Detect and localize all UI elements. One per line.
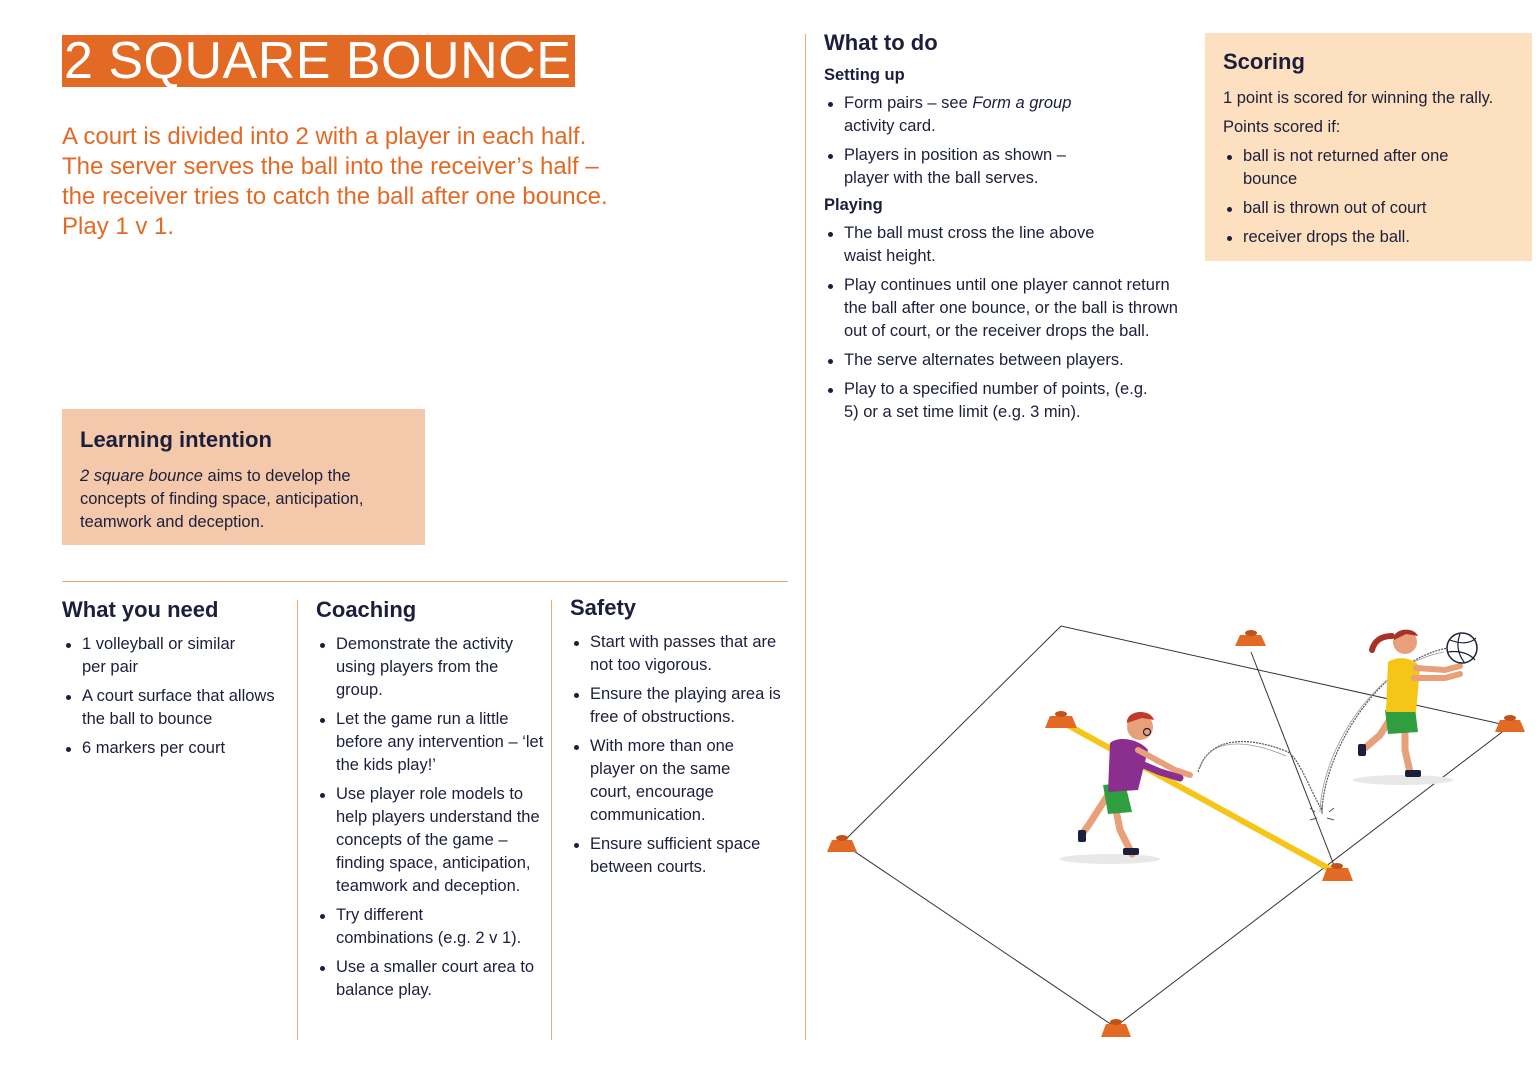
list-item: Play continues until one player cannot return the ball after one bounce, or the ball is thrown out of court, or the receiver drops the ball. [824, 274, 1184, 343]
list-item: The ball must cross the line above waist height. [824, 222, 1184, 268]
list-item: The serve alternates between players. [824, 349, 1184, 372]
list-item: Start with passes that are not too vigorous. [570, 631, 792, 677]
setting-up-list [824, 92, 1184, 190]
list-item: 6 markers per court [62, 737, 287, 760]
playing-heading: Playing [824, 196, 883, 214]
list-item: ball is not returned after one bounce [1223, 145, 1514, 191]
what-you-need-list [62, 633, 287, 760]
scoring-line-2: Points scored if: [1223, 118, 1341, 136]
intro-text: A court is divided into 2 with a player in each half. The server serves the ball into the receiver’s half – the receiver tries to catch the ball after one bounce. Play 1 v 1. [62, 123, 608, 240]
cone-icon [827, 835, 857, 852]
list-item: A court surface that allows the ball to bounce [62, 685, 287, 731]
girl-player-figure [1353, 630, 1477, 785]
list-item: Demonstrate the activity using players from the group. [316, 633, 544, 702]
scoring-list [1223, 145, 1514, 249]
coaching-section [316, 597, 544, 1008]
coaching-list [316, 633, 544, 1002]
list-item: Use a smaller court area to balance play. [316, 956, 544, 1002]
list-item: ball is thrown out of court [1223, 197, 1514, 220]
what-to-do-section [824, 30, 1184, 430]
safety-list [570, 631, 792, 879]
cone-icon [1235, 630, 1266, 646]
learning-intention-box [62, 409, 425, 545]
safety-heading: Safety [570, 595, 637, 620]
list-item: Ensure sufficient space between courts. [570, 833, 792, 879]
playing-list [824, 222, 1184, 424]
divider-column-2 [551, 600, 552, 1040]
safety-section [570, 595, 792, 885]
list-item: receiver drops the ball. [1223, 226, 1514, 249]
setting-up-heading: Setting up [824, 66, 905, 84]
divider-horizontal [62, 581, 788, 582]
list-item: Form pairs – see Form a group activity card. [824, 92, 1184, 138]
list-item: Try different combinations (e.g. 2 v 1). [316, 904, 544, 950]
divider-vertical-main [805, 34, 806, 1040]
learning-intention-heading: Learning intention [80, 427, 272, 452]
learning-intention-text: 2 square bounce aims to develop the concepts of finding space, anticipation, teamwork and deception. [80, 467, 364, 531]
scoring-line-1: 1 point is scored for winning the rally. [1223, 89, 1494, 107]
list-item: Play to a specified number of points, (e.g. 5) or a set time limit (e.g. 3 min). [824, 378, 1184, 424]
list-item: Ensure the playing area is free of obstructions. [570, 683, 792, 729]
court-illustration [820, 600, 1540, 1060]
what-you-need-section [62, 597, 287, 766]
cone-icon [1045, 711, 1077, 728]
list-item: Use player role models to help players understand the concepts of the game – finding space, anticipation, teamwork and deception. [316, 783, 544, 898]
court-halfway-line [1251, 652, 1337, 873]
list-item: Players in position as shown – player with the ball serves. [824, 144, 1184, 190]
page-title: 2 SQUARE BOUNCE [62, 35, 575, 87]
list-item: 1 volleyball or similar per pair [62, 633, 287, 679]
cone-icon [1101, 1019, 1131, 1037]
what-to-do-heading: What to do [824, 30, 938, 55]
volleyball-icon [1447, 633, 1477, 663]
coaching-heading: Coaching [316, 597, 417, 622]
cone-icon [1495, 715, 1525, 732]
list-item: Let the game run a little before any intervention – ‘let the kids play!’ [316, 708, 544, 777]
scoring-box [1205, 33, 1532, 261]
what-you-need-heading: What you need [62, 597, 219, 622]
divider-column-1 [297, 600, 298, 1040]
list-item: With more than one player on the same court, encourage communication. [570, 735, 792, 827]
scoring-heading: Scoring [1223, 49, 1305, 74]
